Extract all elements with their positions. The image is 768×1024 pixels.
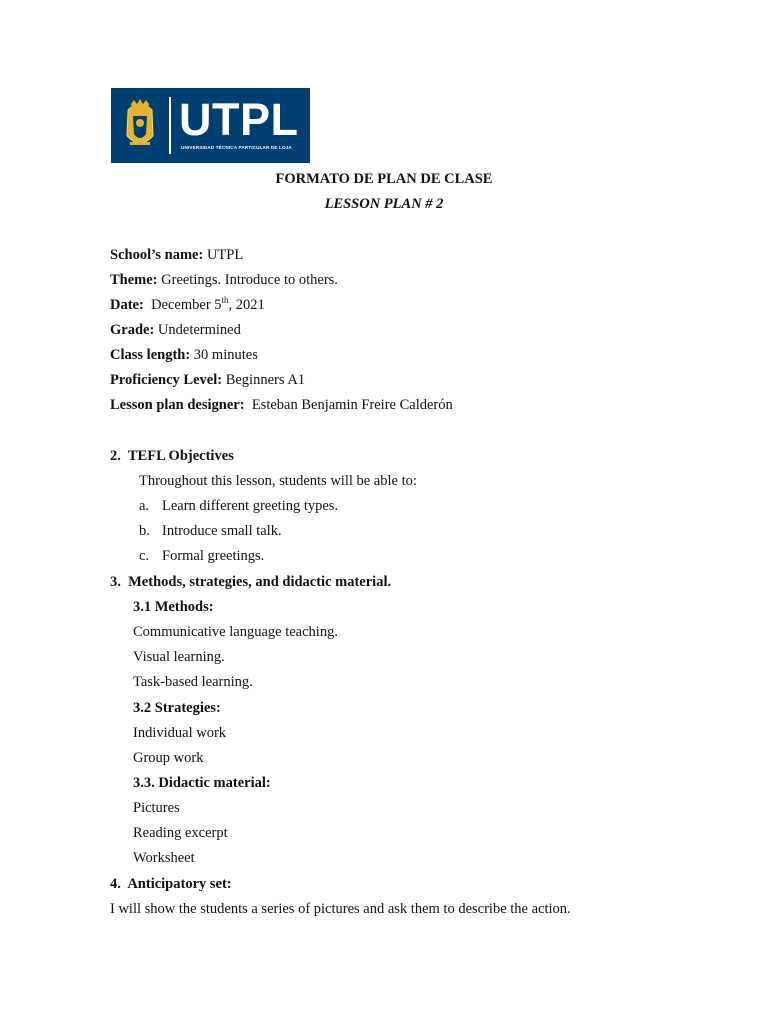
date-row — [110, 297, 265, 314]
designer-row — [110, 397, 453, 414]
objective-item — [139, 498, 338, 515]
date-label: Date: — [110, 297, 144, 313]
methods-heading: 3. Methods, strategies, and didactic material. — [110, 574, 392, 590]
anticipatory-heading: 4. Anticipatory set: — [110, 876, 232, 892]
logo-wordmark: UTPL — [179, 94, 299, 145]
school-name-row — [110, 247, 243, 264]
class-length-label: Class length: — [110, 347, 191, 363]
university-seal-icon — [120, 96, 160, 154]
method-item: Task-based learning. — [133, 674, 253, 690]
method-item: Visual learning. — [133, 649, 225, 665]
document-title: FORMATO DE PLAN DE CLASE — [275, 171, 493, 187]
designer-label: Lesson plan designer: — [110, 397, 245, 413]
strategy-item: Individual work — [133, 725, 227, 741]
methods-subheading: 3.1 Methods: — [133, 599, 214, 615]
logo-divider — [169, 97, 171, 154]
material-subheading: 3.3. Didactic material: — [133, 775, 271, 791]
school-value: UTPL — [203, 247, 244, 263]
objective-text: Introduce small talk. — [162, 523, 282, 539]
grade-row — [110, 322, 241, 339]
objective-marker: c. — [139, 548, 150, 564]
class-length-value: 30 minutes — [190, 347, 258, 363]
date-value: December 5 — [143, 297, 222, 313]
objective-text: Formal greetings. — [162, 548, 265, 564]
logo-tagline: UNIVERSIDAD TÉCNICA PARTICULAR DE LOJA — [181, 145, 292, 150]
objective-item — [139, 548, 264, 565]
class-length-row — [110, 347, 258, 364]
proficiency-row — [110, 372, 305, 389]
lesson-plan-number: LESSON PLAN # 2 — [324, 196, 444, 212]
theme-value: Greetings. Introduce to others. — [157, 272, 338, 288]
utpl-logo — [111, 88, 310, 163]
grade-value: Undetermined — [154, 322, 241, 338]
objective-marker: a. — [139, 498, 150, 514]
method-item: Communicative language teaching. — [133, 624, 338, 640]
proficiency-label: Proficiency Level: — [110, 372, 223, 388]
theme-label: Theme: — [110, 272, 158, 288]
objectives-intro: Throughout this lesson, students will be able to: — [139, 473, 417, 489]
theme-row — [110, 272, 338, 289]
proficiency-value: Beginners A1 — [222, 372, 306, 388]
objectives-heading: 2. TEFL Objectives — [110, 448, 234, 464]
strategy-item: Group work — [133, 750, 204, 766]
material-item: Pictures — [133, 800, 180, 816]
grade-label: Grade: — [110, 322, 155, 338]
school-label: School’s name: — [110, 247, 204, 263]
material-item: Worksheet — [133, 850, 195, 866]
designer-value: Esteban Benjamin Freire Calderón — [244, 397, 453, 413]
material-item: Reading excerpt — [133, 825, 228, 841]
objective-item — [139, 523, 282, 540]
objective-text: Learn different greeting types. — [162, 498, 339, 514]
objective-marker: b. — [139, 523, 150, 539]
strategies-subheading: 3.2 Strategies: — [133, 700, 221, 716]
date-year: , 2021 — [228, 297, 265, 313]
anticipatory-text: I will show the students a series of pictures and ask them to describe the action. — [110, 901, 571, 917]
date-ordinal-suffix: th — [221, 295, 229, 305]
